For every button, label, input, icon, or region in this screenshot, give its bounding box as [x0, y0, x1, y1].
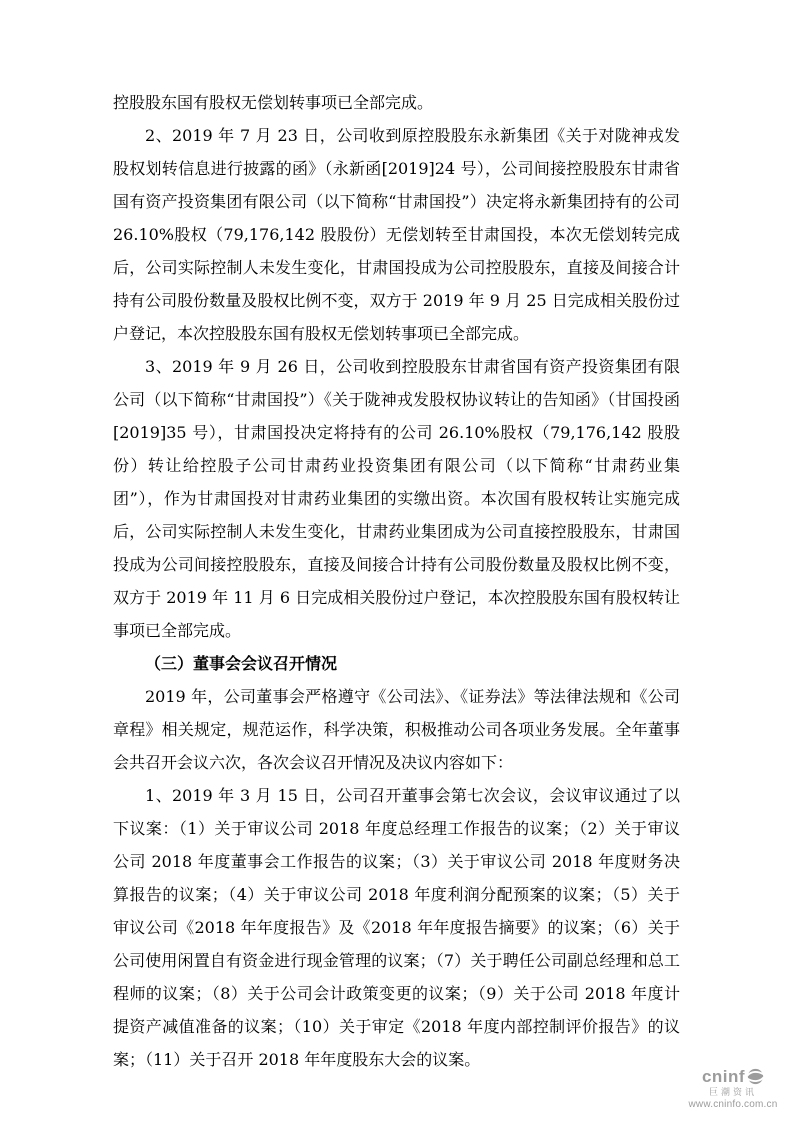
paragraph-item-2-yongxin-transfer: 2、2019 年 7 月 23 日，公司收到原控股股东永新集团《关于对陇神戎发股权划转信息进行披露的函》（永新函[2019]24 号），公司间接控股股东甘肃省国有资产投资集团有限公司（以下简称“甘肃国投”）决定将永新集团持有的公司 26.10%股权（79,176,142 股股份）无偿划转至甘肃国投，本次无偿划转完成后，公司实际控制人未发生变化，甘肃国投成为公司控股股东，直接及间接合计持有公司股份数量及股权比例不变，双方于 2019 年 9 月 25 日完成相关股份过户登记，本次控股股东国有股权无偿划转事项已全部完成。 — [113, 126, 680, 343]
cninfo-logo-text: cninf — [701, 1066, 746, 1086]
document-body — [113, 86, 680, 1076]
paragraph-meeting-1-resolutions: 1、2019 年 3 月 15 日，公司召开董事会第七次会议，会议审议通过了以下议案：（1）关于审议公司 2018 年度总经理工作报告的议案；（2）关于审议公司 2018 年度董事会工作报告的议案；（3）关于审议公司 2018 年度财务决算报告的议案；（4）关于审议公司 2018 年度利润分配预案的议案；（5）关于审议公司《2018 年年度报告》及《2018 年年度报告摘要》的议案；（6）关于公司使用闲置自有资金进行现金管理的议案；（7）关于聘任公司副总经理和总工程师的议案；（8）关于公司会计政策变更的议案；（9）关于公司 2018 年度计提资产减值准备的议案；（10）关于审定《2018 年度内部控制评价报告》的议案；（11）关于召开 2018 年年度股东大会的议案。 — [113, 786, 680, 1069]
cninfo-logo-url: www.cninfo.com.cn — [688, 1098, 778, 1110]
section-heading-board-meetings: （三）董事会会议召开情况 — [145, 654, 338, 673]
paragraph-wrapup-transfer-1: 控股股东国有股权无偿划转事项已全部完成。 — [113, 93, 434, 112]
paragraph-item-3-gansu-transfer: 3、2019 年 9 月 26 日，公司收到控股股东甘肃省国有资产投资集团有限公司（以下简称“甘肃国投”）《关于陇神戎发股权协议转让的告知函》（甘国投函[2019]35 号），甘肃国投决定将持有的公司 26.10%股权（79,176,142 股股份）转让给控股子公司甘肃药业投资集团有限公司（以下简称“甘肃药业集团”），作为甘肃国投对甘肃药业集团的实缴出资。本次国有股权转让实施完成后，公司实际控制人未发生变化，甘肃药业集团成为公司直接控股股东，甘肃国投成为公司间接控股股东，直接及间接合计持有公司股份数量及股权比例不变，双方于 2019 年 11 月 6 日完成相关股份过户登记，本次控股股东国有股权转让事项已全部完成。 — [113, 357, 680, 640]
cninfo-logo-subtitle: 巨潮资讯 — [708, 1087, 757, 1098]
cninfo-watermark — [678, 1067, 788, 1110]
paragraph-board-overview: 2019 年，公司董事会严格遵守《公司法》、《证券法》等法律法规和《公司章程》相关规定，规范运作，科学决策，积极推动公司各项业务发展。全年董事会共召开会议六次，各次会议召开情况及决议内容如下： — [113, 687, 680, 772]
cninfo-logo-row — [678, 1067, 788, 1087]
cninfo-swirl-icon — [747, 1068, 764, 1085]
